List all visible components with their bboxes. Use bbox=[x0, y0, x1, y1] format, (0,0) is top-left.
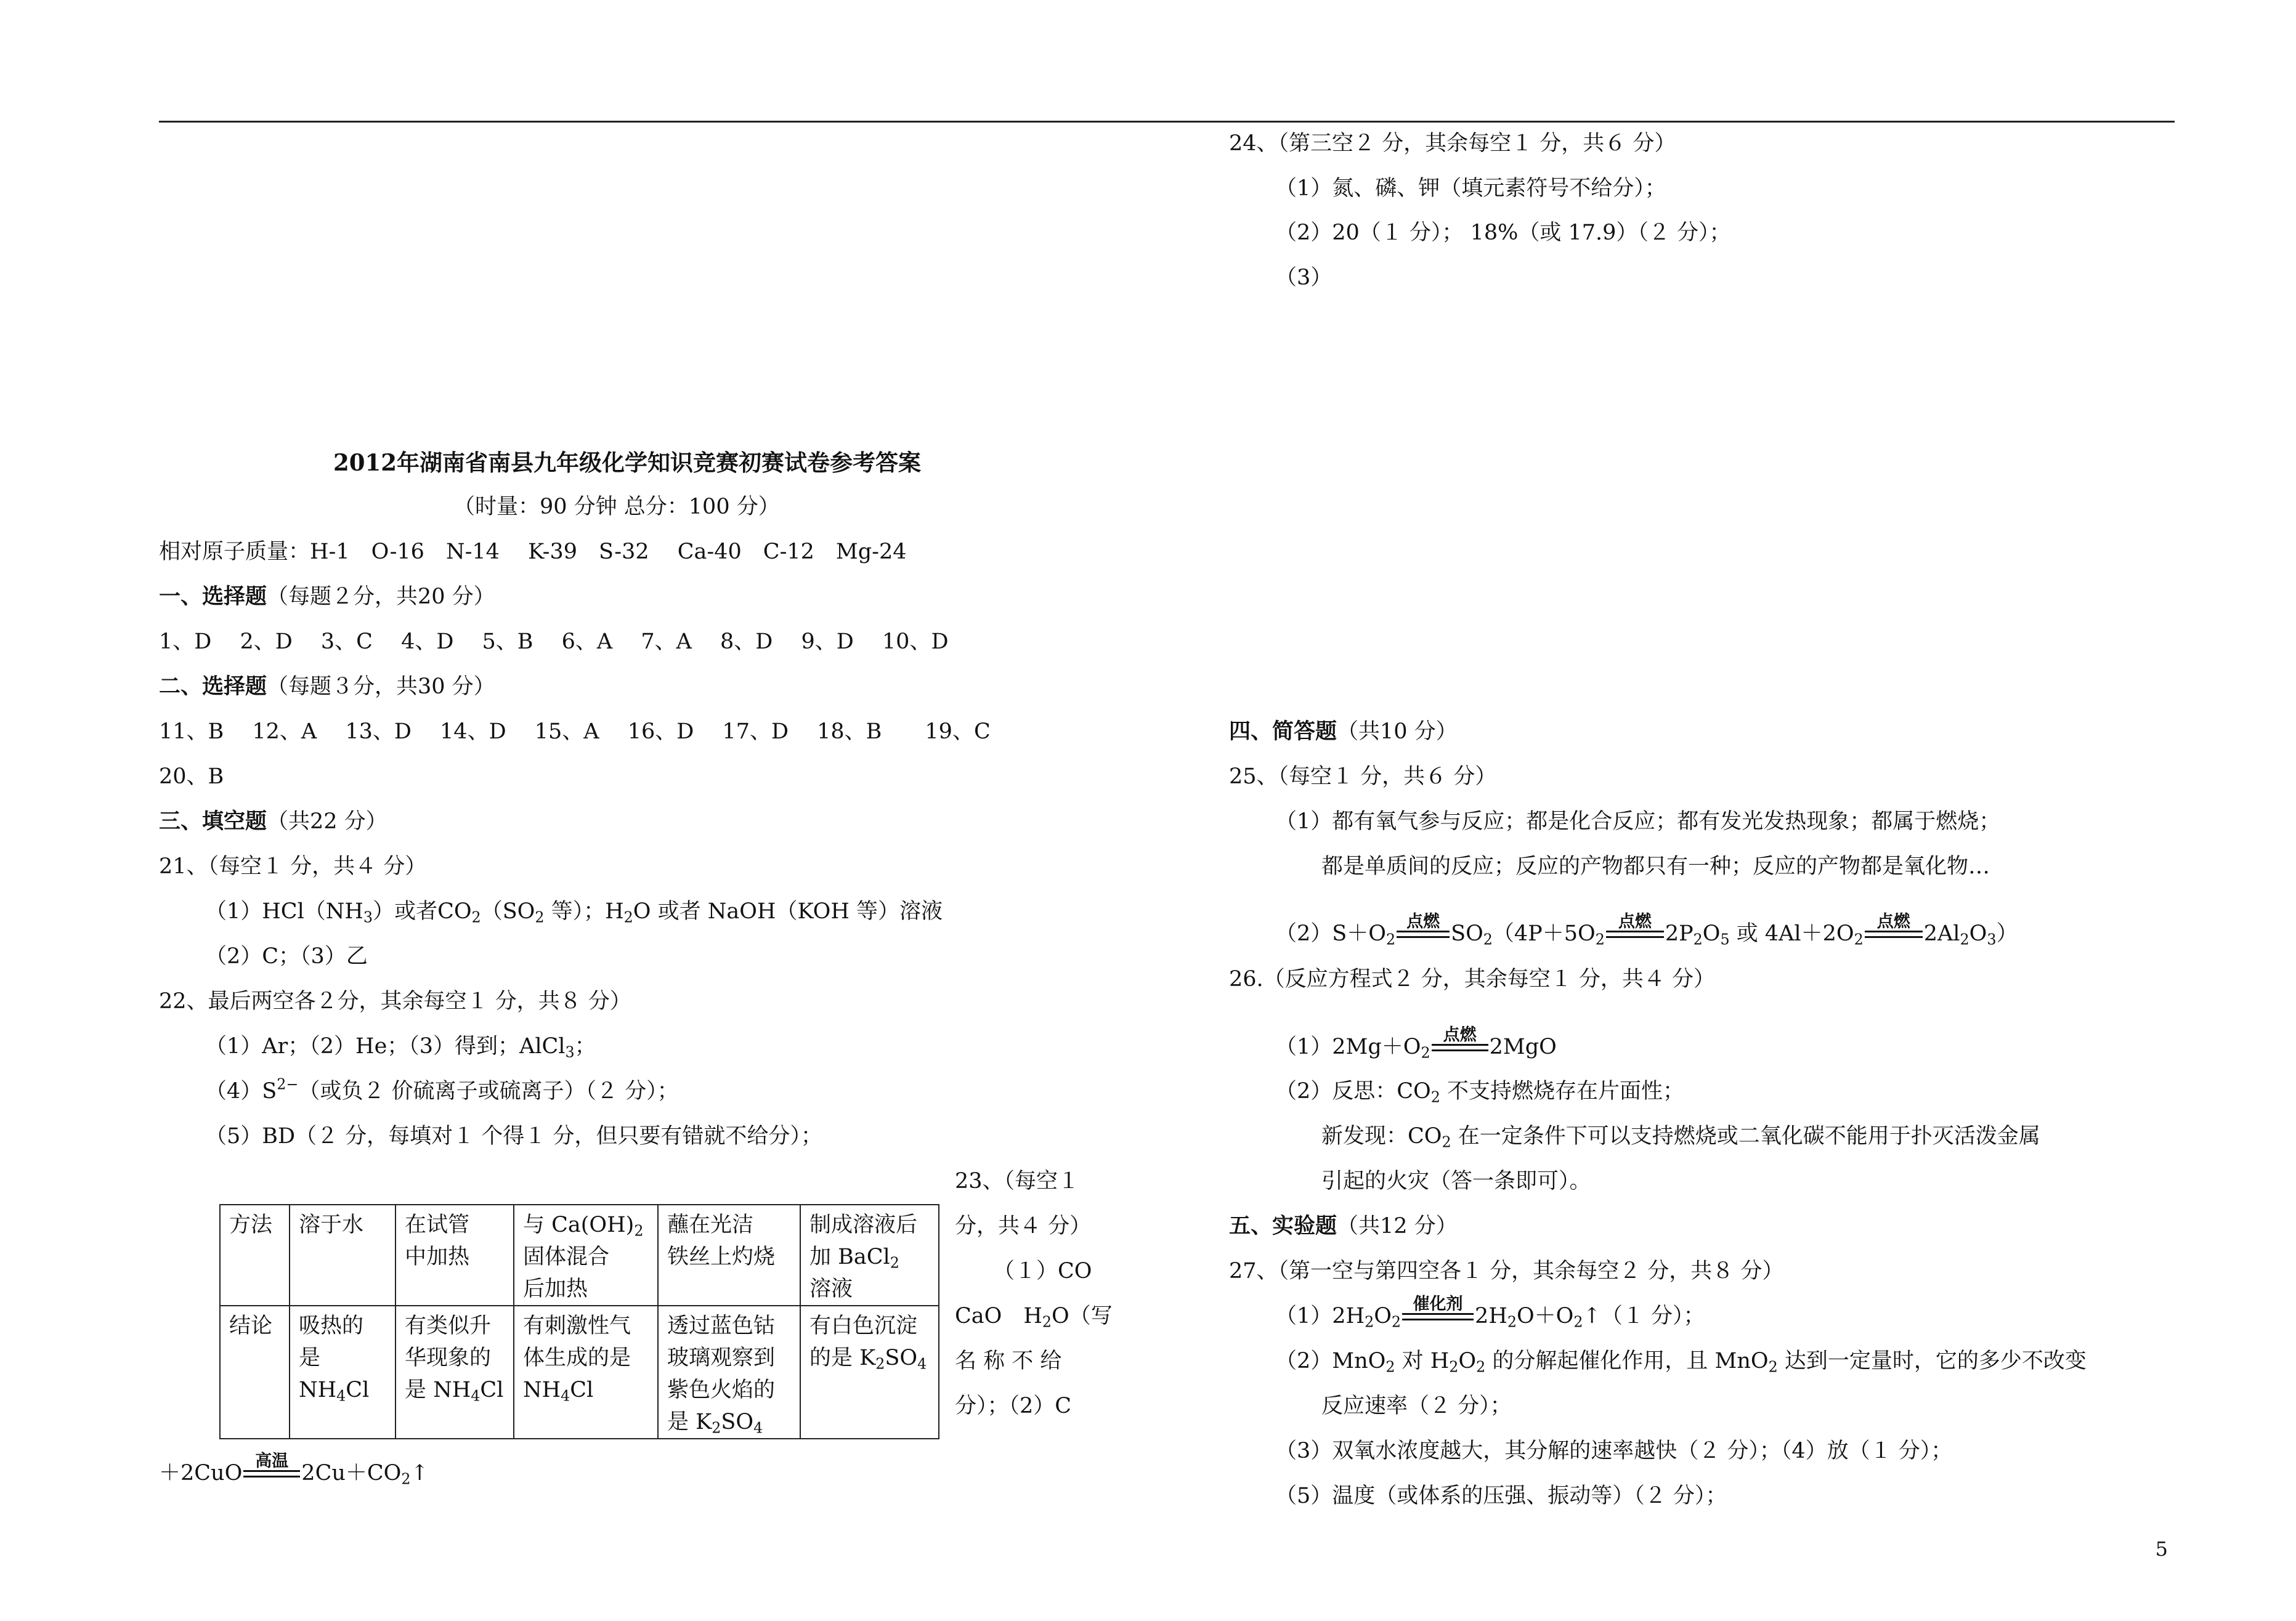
text: 2P bbox=[1665, 921, 1694, 946]
text: 溶液 bbox=[809, 1277, 853, 1301]
text: O bbox=[1969, 921, 1987, 946]
reaction-arrow bbox=[243, 1452, 300, 1480]
text: （2）反思：CO bbox=[1275, 1079, 1431, 1104]
text: 在试管 bbox=[405, 1213, 470, 1237]
sub: 4 bbox=[336, 1387, 346, 1405]
reaction-condition: 高温 bbox=[255, 1452, 289, 1471]
text: Cl bbox=[570, 1378, 594, 1402]
reaction-arrow bbox=[1606, 912, 1664, 940]
section-5-note: （共12 分） bbox=[1337, 1214, 1458, 1239]
page-subtitle: （时量：90 分钟 总分：100 分） bbox=[453, 495, 780, 519]
sub: 2 bbox=[1476, 1358, 1486, 1376]
text: （4）S bbox=[205, 1079, 277, 1104]
section-3-title: 三、填空题 bbox=[159, 809, 267, 834]
table-cell bbox=[220, 1205, 290, 1306]
section-4-note: （共10 分） bbox=[1337, 719, 1458, 744]
text: （SO bbox=[481, 899, 535, 924]
text: 结论 bbox=[229, 1314, 273, 1338]
page-title: 2012年湖南省南县九年级化学知识竞赛初赛试卷参考答案 bbox=[333, 449, 921, 476]
text: （1）Ar；（2）He；（3）得到；AlCl bbox=[205, 1034, 566, 1059]
text: ＋2CuO bbox=[159, 1461, 243, 1486]
q27-answer-3: （3）双氧水浓度越大，其分解的速率越快（２ 分）；（4）放（１ 分）； bbox=[1275, 1439, 1953, 1463]
text: 新发现：CO bbox=[1321, 1124, 1442, 1149]
sup: 2− bbox=[277, 1075, 299, 1093]
text: 制成溶液后 bbox=[809, 1213, 918, 1237]
sub: 4 bbox=[471, 1387, 481, 1405]
text: 紫色火焰的 bbox=[667, 1378, 776, 1402]
section-2-answers: 11、B 12、A 13、D 14、D 15、A 16、D 17、D 18、B 19、C bbox=[159, 719, 991, 744]
double-line bbox=[1606, 931, 1664, 938]
q27-answer-5: （5）温度（或体系的压强、振动等）（２ 分）； bbox=[1275, 1484, 1727, 1508]
text: 吸热的 bbox=[299, 1314, 364, 1338]
text: （2）MnO bbox=[1275, 1349, 1386, 1373]
text: 在一定条件下可以支持燃烧或二氧化碳不能用于扑灭活泼金属 bbox=[1451, 1124, 2040, 1149]
text: 的分解起催化作用，且 MnO bbox=[1485, 1349, 1769, 1373]
sub: 2 bbox=[1507, 1313, 1517, 1331]
section-4-heading bbox=[1229, 719, 1458, 744]
q22-answer-1 bbox=[205, 1034, 596, 1059]
sub: 2 bbox=[1391, 1313, 1402, 1331]
text: 2Al bbox=[1923, 921, 1960, 946]
q25-answer-1-cont: 都是单质间的反应；反应的产物都只有一种；反应的产物都是氧化物… bbox=[1321, 854, 1990, 879]
sub: 2 bbox=[1421, 1044, 1430, 1062]
sub: 2 bbox=[1365, 1313, 1374, 1331]
text: （2）S＋O bbox=[1275, 921, 1386, 946]
q22-answer-2 bbox=[205, 1075, 679, 1104]
reaction-condition: 催化剂 bbox=[1413, 1295, 1463, 1314]
sub: 3 bbox=[363, 908, 373, 926]
q27-answer-2 bbox=[1275, 1349, 2087, 1376]
section-2-answers-2: 20、B bbox=[159, 764, 224, 789]
text: Cl bbox=[480, 1378, 504, 1402]
text: 对 H bbox=[1395, 1349, 1450, 1373]
text: 玻璃观察到 bbox=[667, 1346, 776, 1370]
sub: 5 bbox=[1720, 931, 1730, 948]
table-cell bbox=[514, 1205, 658, 1306]
section-1-answers: 1、D 2、D 3、C 4、D 5、B 6、A 7、A 8、D 9、D 10、D bbox=[159, 629, 949, 654]
text: O 或者 NaOH（KOH 等）溶液 bbox=[633, 899, 943, 924]
text: 不支持燃烧存在片面性； bbox=[1440, 1079, 1685, 1104]
sub: 2 bbox=[623, 908, 633, 926]
text: 2Cu＋CO bbox=[301, 1461, 402, 1486]
table-cell bbox=[290, 1205, 396, 1306]
q23-side-1: 23、（每空１ bbox=[955, 1169, 1080, 1194]
sub: 2 bbox=[1483, 931, 1493, 948]
reaction-condition: 点燃 bbox=[1876, 912, 1910, 931]
q22-answer-3: （5）BD（２ 分，每填对１ 个得１ 分，但只要有错就不给分）； bbox=[205, 1124, 822, 1149]
text: SO bbox=[721, 1410, 754, 1434]
section-5-title: 五、实验题 bbox=[1229, 1213, 1337, 1239]
page-number: 5 bbox=[2155, 1537, 2168, 1561]
text: 等）；H bbox=[544, 899, 624, 924]
text: 华现象的 bbox=[405, 1346, 492, 1370]
q24-answer-2: （2）20（１ 分）； 18%（或 17.9）（２ 分）； bbox=[1275, 220, 1731, 245]
sub: 2 bbox=[535, 908, 545, 926]
text: 有刺激性气 bbox=[523, 1314, 631, 1338]
q24-answer-3: （3） bbox=[1275, 265, 1333, 290]
sub: 2 bbox=[1385, 1358, 1395, 1376]
table-cell bbox=[220, 1306, 290, 1439]
text: O＋O bbox=[1516, 1304, 1574, 1328]
q21-answer-1 bbox=[205, 899, 943, 924]
q23-side-5: 名 称 不 给 bbox=[955, 1349, 1062, 1373]
section-2-title: 二、选择题 bbox=[159, 674, 267, 699]
sub: 3 bbox=[565, 1043, 575, 1061]
sub: 2 bbox=[1595, 931, 1605, 948]
reaction-arrow bbox=[1432, 1025, 1488, 1054]
text: ↑（１ 分）； bbox=[1583, 1304, 1705, 1328]
text: 溶于水 bbox=[299, 1213, 364, 1237]
text: 体生成的是 bbox=[523, 1346, 631, 1370]
sub: 2 bbox=[1449, 1358, 1459, 1376]
q23-equation bbox=[159, 1452, 429, 1488]
text: O bbox=[1374, 1304, 1392, 1328]
section-1-title: 一、选择题 bbox=[159, 584, 267, 609]
q27-answer-2-cont: 反应速率（２ 分）； bbox=[1321, 1394, 1512, 1418]
table-cell bbox=[800, 1306, 939, 1439]
text: 固体混合 bbox=[523, 1245, 610, 1269]
text: 有白色沉淀 bbox=[809, 1314, 918, 1338]
text: NH bbox=[299, 1378, 337, 1402]
q27-label: 27、（第一空与第四空各１ 分，其余每空２ 分，共８ 分） bbox=[1229, 1259, 1784, 1283]
text: CaO H bbox=[955, 1304, 1042, 1328]
q26-answer-3 bbox=[1321, 1124, 2040, 1149]
sub: 2 bbox=[1854, 931, 1864, 948]
sub: 2 bbox=[712, 1419, 721, 1437]
section-2-note: （每题３分，共30 分） bbox=[267, 674, 495, 699]
text: O（写 bbox=[1052, 1304, 1113, 1328]
header-rule bbox=[159, 121, 2175, 123]
sub: 2 bbox=[1042, 1313, 1052, 1331]
table-row bbox=[220, 1205, 939, 1306]
table-row bbox=[220, 1306, 939, 1439]
section-1-heading bbox=[159, 584, 495, 609]
text: ； bbox=[574, 1034, 596, 1059]
text: 蘸在光洁 bbox=[667, 1213, 754, 1237]
q23-side-3: （１）CO bbox=[993, 1259, 1092, 1283]
sub: 2 bbox=[890, 1254, 899, 1272]
table-cell bbox=[290, 1306, 396, 1439]
q21-answer-2: （2）C；（3）乙 bbox=[205, 944, 368, 969]
sub: 2 bbox=[875, 1355, 885, 1373]
text: （1）2Mg＋O bbox=[1275, 1035, 1421, 1059]
text: Cl bbox=[346, 1378, 370, 1402]
q21-label: 21、（每空１ 分，共４ 分） bbox=[159, 854, 427, 879]
q22-label: 22、最后两空各２分，其余每空１ 分，共８ 分） bbox=[159, 989, 631, 1014]
table-cell bbox=[396, 1306, 514, 1439]
reaction-condition: 点燃 bbox=[1443, 1025, 1477, 1045]
text: 是 K bbox=[667, 1410, 712, 1434]
q26-answer-4: 引起的火灾（答一条即可）。 bbox=[1321, 1169, 1591, 1194]
q23-side-4 bbox=[955, 1304, 1113, 1331]
q26-answer-2 bbox=[1275, 1079, 1684, 1104]
q26-label: 26.（反应方程式２ 分，其余每空１ 分，共４ 分） bbox=[1229, 967, 1716, 992]
section-4-title: 四、简答题 bbox=[1229, 719, 1337, 744]
text: 的是 K bbox=[809, 1346, 876, 1370]
text: O bbox=[1702, 921, 1721, 946]
text: 后加热 bbox=[523, 1277, 588, 1301]
q24-answer-1: （1）氮、磷、钾（填元素符号不给分）； bbox=[1275, 176, 1666, 201]
q23-side-6: 分）；（2）C bbox=[955, 1394, 1072, 1418]
section-2-heading bbox=[159, 674, 495, 699]
text: 与 Ca(OH) bbox=[523, 1213, 635, 1237]
reaction-arrow bbox=[1865, 912, 1923, 940]
reaction-arrow bbox=[1402, 1295, 1474, 1323]
experiment-table bbox=[219, 1204, 939, 1439]
sub: 2 bbox=[634, 1222, 644, 1240]
double-line bbox=[1402, 1313, 1474, 1320]
q25-answer-1: （1）都有氧气参与反应；都是化合反应；都有发光发热现象；都属于燃烧； bbox=[1275, 809, 2001, 834]
text: SO bbox=[1451, 921, 1483, 946]
sub: 2 bbox=[1573, 1313, 1583, 1331]
text: ） bbox=[1996, 921, 2018, 946]
text: （4P＋5O bbox=[1492, 921, 1596, 946]
text: 2MgO bbox=[1489, 1035, 1557, 1059]
text: （1）2H bbox=[1275, 1304, 1365, 1328]
text: 是 bbox=[299, 1346, 321, 1370]
q23-side-2: 分，共４ 分） bbox=[955, 1214, 1092, 1239]
text: ）或者CO bbox=[373, 899, 472, 924]
sub: 3 bbox=[1987, 931, 1997, 948]
sub: 4 bbox=[753, 1419, 763, 1437]
reaction-arrow bbox=[1397, 912, 1450, 940]
text: 或 4Al＋2O bbox=[1729, 921, 1854, 946]
sub: 2 bbox=[1430, 1088, 1440, 1106]
text: 是 NH bbox=[405, 1378, 471, 1402]
text: 中加热 bbox=[405, 1245, 470, 1269]
text: NH bbox=[523, 1378, 561, 1402]
sub: 4 bbox=[561, 1387, 570, 1405]
sub: 2 bbox=[1442, 1133, 1451, 1151]
section-3-note: （共22 分） bbox=[267, 809, 387, 834]
text: 有类似升 bbox=[405, 1314, 492, 1338]
table-cell bbox=[800, 1205, 939, 1306]
table-cell bbox=[396, 1205, 514, 1306]
q27-answer-1 bbox=[1275, 1295, 1705, 1331]
q25-label: 25、（每空１ 分，共６ 分） bbox=[1229, 764, 1497, 789]
sub: 2 bbox=[1768, 1358, 1778, 1376]
text: 加 BaCl bbox=[809, 1245, 890, 1269]
text: （1）HCl（NH bbox=[205, 899, 363, 924]
double-line bbox=[243, 1470, 300, 1477]
double-line bbox=[1397, 931, 1450, 938]
sub: 2 bbox=[1385, 931, 1396, 948]
text: 铁丝上灼烧 bbox=[667, 1245, 776, 1269]
sub: 2 bbox=[471, 908, 481, 926]
sub: 2 bbox=[1693, 931, 1703, 948]
text: 透过蓝色钴 bbox=[667, 1314, 776, 1338]
text: 2H bbox=[1475, 1304, 1507, 1328]
q24-label: 24、（第三空２ 分，其余每空１ 分，共６ 分） bbox=[1229, 131, 1676, 156]
q26-answer-1 bbox=[1275, 1025, 1557, 1062]
table-cell bbox=[658, 1205, 800, 1306]
reaction-condition: 点燃 bbox=[1618, 912, 1652, 931]
text: O bbox=[1458, 1349, 1477, 1373]
reaction-condition: 点燃 bbox=[1406, 912, 1440, 931]
sub: 4 bbox=[917, 1355, 927, 1373]
table-cell bbox=[514, 1306, 658, 1439]
sub: 2 bbox=[1960, 931, 1969, 948]
double-line bbox=[1865, 931, 1923, 938]
text: SO bbox=[885, 1346, 918, 1370]
text: ↑ bbox=[410, 1461, 429, 1486]
text: 方法 bbox=[229, 1213, 273, 1237]
atomic-mass-line: 相对原子质量：H-1 O-16 N-14 K-39 S-32 Ca-40 C-12 Mg-24 bbox=[159, 540, 907, 564]
text: 达到一定量时，它的多少不改变 bbox=[1777, 1349, 2087, 1373]
table-cell bbox=[658, 1306, 800, 1439]
sub: 2 bbox=[401, 1470, 411, 1488]
section-5-heading bbox=[1229, 1214, 1458, 1239]
section-1-note: （每题２分，共20 分） bbox=[267, 584, 495, 609]
double-line bbox=[1432, 1044, 1488, 1051]
section-3-heading bbox=[159, 809, 387, 834]
q25-answer-2 bbox=[1275, 912, 2018, 948]
text: （或负２ 价硫离子或硫离子）（２ 分）； bbox=[298, 1079, 679, 1104]
